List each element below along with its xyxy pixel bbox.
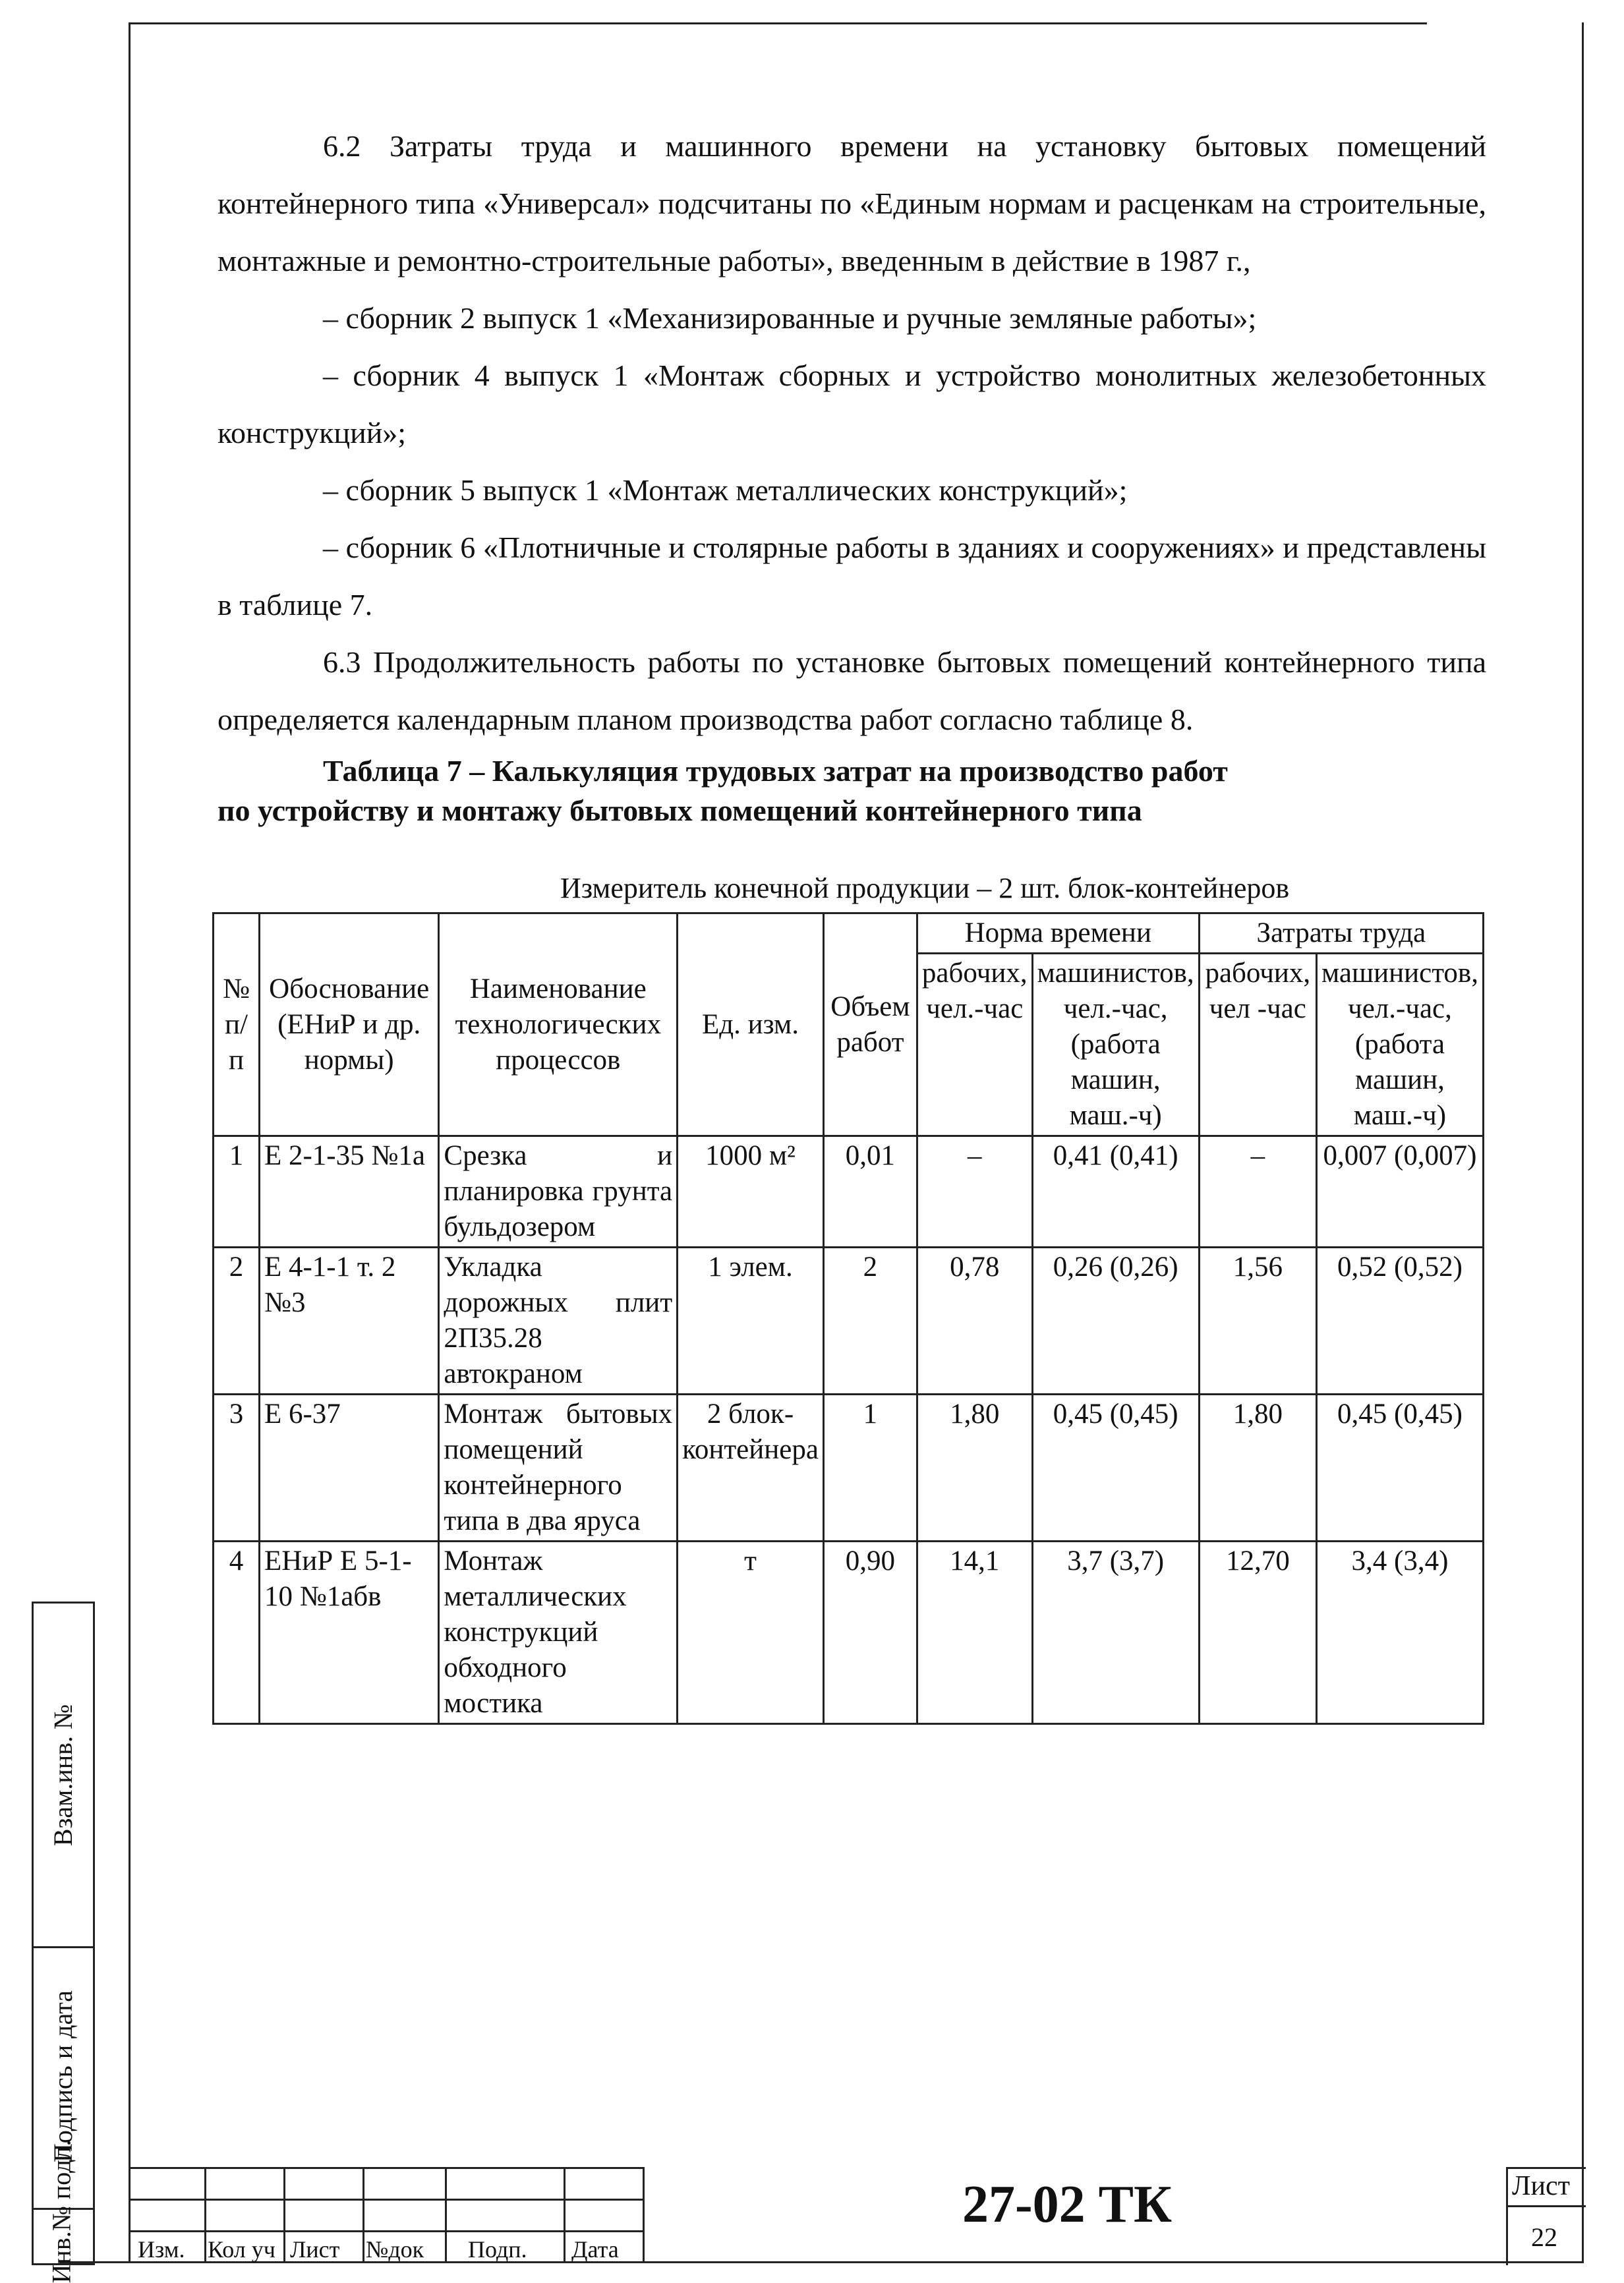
frame-left-border [129,22,130,2263]
header-unit: Ед. изм. [678,913,824,1136]
document-code: 27-02 ТК [962,2176,1173,2234]
frame-top-border [129,22,1427,24]
cell-basis: Е 6-37 [259,1395,438,1542]
cell-cost-machinists: 3,4 (3,4) [1316,1542,1483,1724]
stamp-kol: Кол уч [208,2236,276,2263]
cell-norm-workers: 0,78 [917,1248,1032,1395]
header-volume: Объем работ [823,913,917,1136]
cell-cost-workers: – [1199,1136,1316,1248]
side-box-vzam [32,1602,95,1948]
cell-volume: 0,90 [823,1542,917,1724]
cell-norm-machinists: 3,7 (3,7) [1032,1542,1199,1724]
cell-num: 4 [214,1542,260,1724]
cell-cost-machinists: 0,007 (0,007) [1316,1136,1483,1248]
cell-num: 2 [214,1248,260,1395]
title-block [129,2167,1582,2263]
sheet-number-box [1506,2167,1586,2265]
paragraph-6-3: 6.3 Продолжительность работы по установке бытовых помещений контейнерного типа определяется календарным планом производства работ согласно таблице 8. [218,645,1486,736]
cell-cost-machinists: 0,45 (0,45) [1316,1395,1483,1542]
cell-cost-workers: 1,56 [1199,1248,1316,1395]
cell-basis: Е 2-1-35 №1а [259,1136,438,1248]
cell-norm-machinists: 0,26 (0,26) [1032,1248,1199,1395]
cell-num: 3 [214,1395,260,1542]
stamp-list: Лист [290,2236,340,2263]
cell-norm-workers: 14,1 [917,1542,1032,1724]
cell-basis: ЕНиР Е 5-1-10 №1абв [259,1542,438,1724]
header-norm-group: Норма времени [917,913,1199,954]
header-norm-workers: рабочих, чел.-час [917,954,1032,1136]
labor-calculation-table [212,912,1484,1725]
header-basis: Обоснование (ЕНиР и др. нормы) [259,913,438,1136]
cell-norm-workers: – [917,1136,1032,1248]
stamp-podp: Подп. [468,2236,527,2263]
cell-norm-machinists: 0,41 (0,41) [1032,1136,1199,1248]
cell-basis: Е 4-1-1 т. 2 №3 [259,1248,438,1395]
cell-name: Срезка и планировка грунта бульдозером [439,1136,678,1248]
paragraph-6-2: 6.2 Затраты труда и машинного времени на установку бытовых помещений контейнерного типа «Универсал» подсчитаны по «Единым нормам и расценкам на строительные, монтажные и ремонтно-строительные работы», введенным в действие в 1987 г., [218,129,1486,277]
side-box-inv [32,2063,91,2283]
table-caption [218,751,1486,830]
side-label-inv: Инв.№ подл. [46,2139,76,2283]
sheet-number: 22 [1531,2222,1557,2252]
table-row [214,1248,1484,1395]
cell-name: Укладка дорожных плит 2П35.28 автокраном [439,1248,678,1395]
header-num: № п/п [214,913,260,1136]
table-row [214,1136,1484,1248]
table-row [214,1542,1484,1724]
side-label-podpis: Подпись и дата [48,1990,78,2162]
cell-volume: 2 [823,1248,917,1395]
cell-cost-machinists: 0,52 (0,52) [1316,1248,1483,1395]
stamp-izm: Изм. [138,2236,185,2263]
cell-num: 1 [214,1136,260,1248]
list-item-2: – сборник 4 выпуск 1 «Монтаж сборных и устройство монолитных железобетонных конструкций»; [218,359,1486,449]
cell-cost-workers: 12,70 [1199,1542,1316,1724]
cell-norm-workers: 1,80 [917,1395,1032,1542]
list-item-4: – сборник 6 «Плотничные и столярные работы в зданиях и сооружениях» и представлены в таблице 7. [218,531,1486,621]
cell-unit: т [678,1542,824,1724]
header-name: Наименование технологических процессов [439,913,678,1136]
measure-unit-text: Измеритель конечной продукции – 2 шт. блок-контейнеров [560,872,1290,904]
header-cost-machinists: машинистов, чел.-час, (работа машин, маш.-ч) [1316,954,1483,1136]
caption-line-2: по устройству и монтажу бытовых помещений контейнерного типа [218,794,1142,827]
list-item-3: – сборник 5 выпуск 1 «Монтаж металлических конструкций»; [323,473,1128,507]
header-cost-group: Затраты труда [1199,913,1483,954]
table-header-row-1 [214,913,1484,954]
cell-name: Монтаж металлических конструкций обходного мостика [439,1542,678,1724]
cell-norm-machinists: 0,45 (0,45) [1032,1395,1199,1542]
cell-cost-workers: 1,80 [1199,1395,1316,1542]
body-text [218,117,1486,748]
side-label-vzam: Взам.инв. № [48,1704,78,1846]
cell-unit: 1 элем. [678,1248,824,1395]
stamp-ndok: №док [366,2236,424,2263]
list-item-1: – сборник 2 выпуск 1 «Механизированные и ручные земляные работы»; [323,301,1257,335]
cell-unit: 2 блок-контейнера [678,1395,824,1542]
caption-line-1: Таблица 7 – Калькуляция трудовых затрат на производство работ [323,754,1228,788]
cell-name: Монтаж бытовых помещений контейнерного типа в два яруса [439,1395,678,1542]
stamp-data: Дата [571,2236,619,2263]
frame-right-border [1582,22,1584,2263]
cell-volume: 1 [823,1395,917,1542]
header-cost-workers: рабочих, чел -час [1199,954,1316,1136]
header-norm-machinists: машинистов, чел.-час, (работа машин, маш.-ч) [1032,954,1199,1136]
cell-unit: 1000 м² [678,1136,824,1248]
cell-volume: 0,01 [823,1136,917,1248]
sheet-label: Лист [1512,2171,1570,2201]
table-row [214,1395,1484,1542]
